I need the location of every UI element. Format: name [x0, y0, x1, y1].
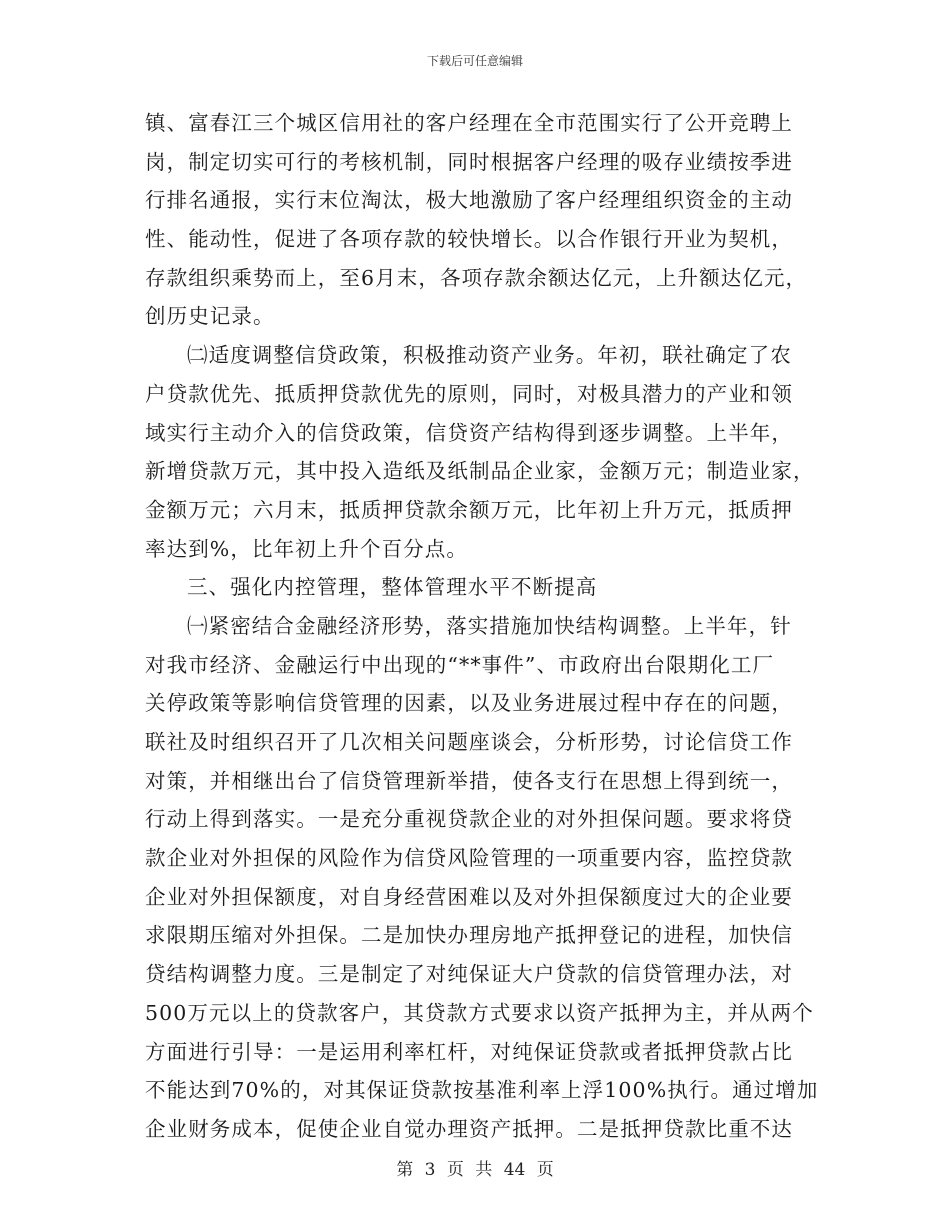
text-line: 方面进行引导：一是运用利率杠杆，对纯保证贷款或者抵押贷款占比 [145, 1039, 793, 1064]
text-line: ㈡适度调整信贷政策，积极推动资产业务。年初，联社确定了农 [187, 343, 792, 368]
text-line: 行动上得到落实。一是充分重视贷款企业的对外担保问题。要求将贷 [145, 807, 793, 832]
text-line: 不能达到70%的，对其保证贷款按基准利率上浮100%执行。通过增加 [145, 1078, 819, 1103]
text-line: 户贷款优先、抵质押贷款优先的原则，同时，对极具潜力的产业和领 [145, 381, 793, 406]
text-line: 新增贷款万元，其中投入造纸及纸制品企业家，金额万元；制造业家， [145, 459, 815, 484]
text-line: 创历史记录。 [145, 304, 275, 329]
text-line: 三、强化内控管理，整体管理水平不断提高 [187, 575, 598, 600]
text-line: 镇、富春江三个城区信用社的客户经理在全市范围实行了公开竞聘上 [145, 111, 793, 135]
text-line: 联社及时组织召开了几次相关问题座谈会，分析形势，讨论信贷工作 [145, 730, 793, 754]
text-line: 500万元以上的贷款客户，其贷款方式要求以资产抵押为主，并从两个 [145, 1000, 814, 1025]
page-header: 下载后可任意编辑 [426, 54, 523, 68]
text-line: 行排名通报，实行末位淘汰，极大地激励了客户经理组织资金的主动 [145, 188, 793, 213]
text-line: 性、能动性，促进了各项存款的较快增长。以合作银行开业为契机， [145, 227, 793, 252]
text-line: 率达到%，比年初上升个百分点。 [145, 536, 468, 561]
text-line: 金额万元；六月末，抵质押贷款余额万元，比年初上升万元，抵质押 [145, 497, 793, 522]
text-line: 贷结构调整力度。三是制定了对纯保证大户贷款的信贷管理办法，对 [145, 962, 793, 987]
text-line: 对策，并相继出台了信贷管理新举措，使各支行在思想上得到统一， [145, 768, 793, 793]
text-line: 域实行主动介入的信贷政策，信贷资产结构得到逐步调整。上半年， [145, 420, 793, 445]
text-line: 对我市经济、金融运行中出现的“**事件”、市政府出台限期化工厂 [145, 652, 775, 677]
text-line: 求限期压缩对外担保。二是加快办理房地产抵押登记的进程，加快信 [145, 923, 793, 948]
page-footer: 第 3 页 共 44 页 [396, 1160, 554, 1180]
text-line: 存款组织乘势而上，至6月末，各项存款余额达亿元，上升额达亿元， [145, 265, 808, 290]
text-line: 关停政策等影响信贷管理的因素，以及业务进展过程中存在的问题， [145, 691, 793, 716]
document-body [145, 104, 819, 1149]
text-line: 岗，制定切实可行的考核机制，同时根据客户经理的吸存业绩按季进 [145, 149, 793, 174]
text-line: 企业对外担保额度，对自身经营困难以及对外担保额度过大的企业要 [145, 884, 793, 909]
text-line: ㈠紧密结合金融经济形势，落实措施加快结构调整。上半年，针 [187, 613, 792, 638]
text-line: 企业财务成本，促使企业自觉办理资产抵押。二是抵押贷款比重不达 [145, 1116, 793, 1141]
text-line: 款企业对外担保的风险作为信贷风险管理的一项重要内容，监控贷款 [145, 846, 793, 871]
